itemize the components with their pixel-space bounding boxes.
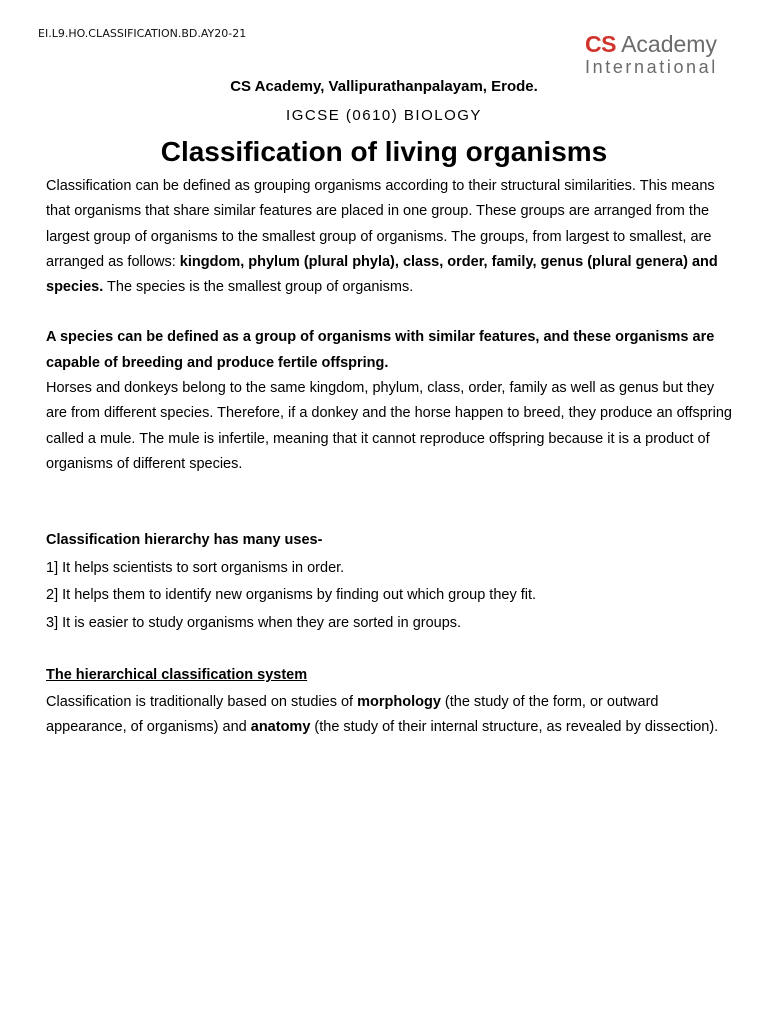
intro-text-b: The species is the smallest group of organisms. — [103, 279, 414, 296]
hierarchy-text-b: (the study of the form, or outward appearance, of organisms) and — [46, 693, 659, 736]
anatomy-bold: anatomy — [250, 719, 311, 736]
cs-academy-logo — [585, 30, 725, 76]
uses-heading — [46, 527, 736, 555]
school-name: CS Academy, Vallipurathanpalayam, Erode. — [230, 78, 538, 95]
spacer — [46, 637, 736, 662]
hierarchy-paragraph — [46, 690, 736, 741]
intro-text-a: Classification can be defined as grouping organisms according to their structural similarities. This means that organisms that share similar features are placed in one group. These groups are arranged from the largest group of organisms to the smallest group of organisms. The groups, from largest to smallest, are arranged as follows: — [46, 178, 715, 270]
hierarchy-text-a: Classification is traditionally based on studies of — [46, 693, 358, 710]
intro-paragraph — [46, 174, 736, 300]
logo-academy: Academy — [621, 31, 717, 57]
logo-wordmark — [585, 30, 725, 58]
list-item: 3] It is easier to study organisms when they are sorted in groups. — [46, 614, 462, 631]
list-item: 2] It helps them to identify new organisms by finding out which group they fit. — [46, 587, 537, 604]
species-definition — [46, 325, 736, 376]
logo-international: International — [585, 57, 718, 77]
morphology-bold: morphology — [357, 693, 441, 710]
document-code: EI.L9.HO.CLASSIFICATION.BD.AY20-21 — [38, 27, 247, 40]
document-body — [46, 174, 736, 740]
spacer — [46, 477, 736, 527]
page-title: Classification of living organisms — [160, 136, 608, 167]
hierarchy-text-c: (the study of their internal structure, as revealed by dissection). — [310, 719, 719, 736]
subject-line: IGCSE (0610) BIOLOGY — [286, 107, 482, 124]
hierarchy-heading-text: The hierarchical classification system — [46, 667, 308, 684]
intro-ranks-bold: kingdom, phylum (plural phyla), class, order, family, genus (plural genera) and species. — [46, 253, 718, 296]
species-definition-bold: A species can be defined as a group of organisms with similar features, and these organisms are capable of breeding and produce fertile offspring. — [46, 329, 715, 371]
spacer — [46, 300, 736, 325]
uses-heading-text: Classification hierarchy has many uses- — [46, 532, 323, 549]
hierarchy-heading — [46, 662, 736, 690]
list-item: 1] It helps scientists to sort organisms in order. — [46, 559, 345, 576]
species-example: Horses and donkeys belong to the same kingdom, phylum, class, order, family as well as genus but they are from different species. Therefore, if a donkey and the horse happen to breed, they produce an offspring called a mule. The mule is infertile, meaning that it cannot reproduce offspring because it is a product of organisms of different species. — [46, 380, 732, 472]
logo-cs: CS — [585, 31, 616, 57]
